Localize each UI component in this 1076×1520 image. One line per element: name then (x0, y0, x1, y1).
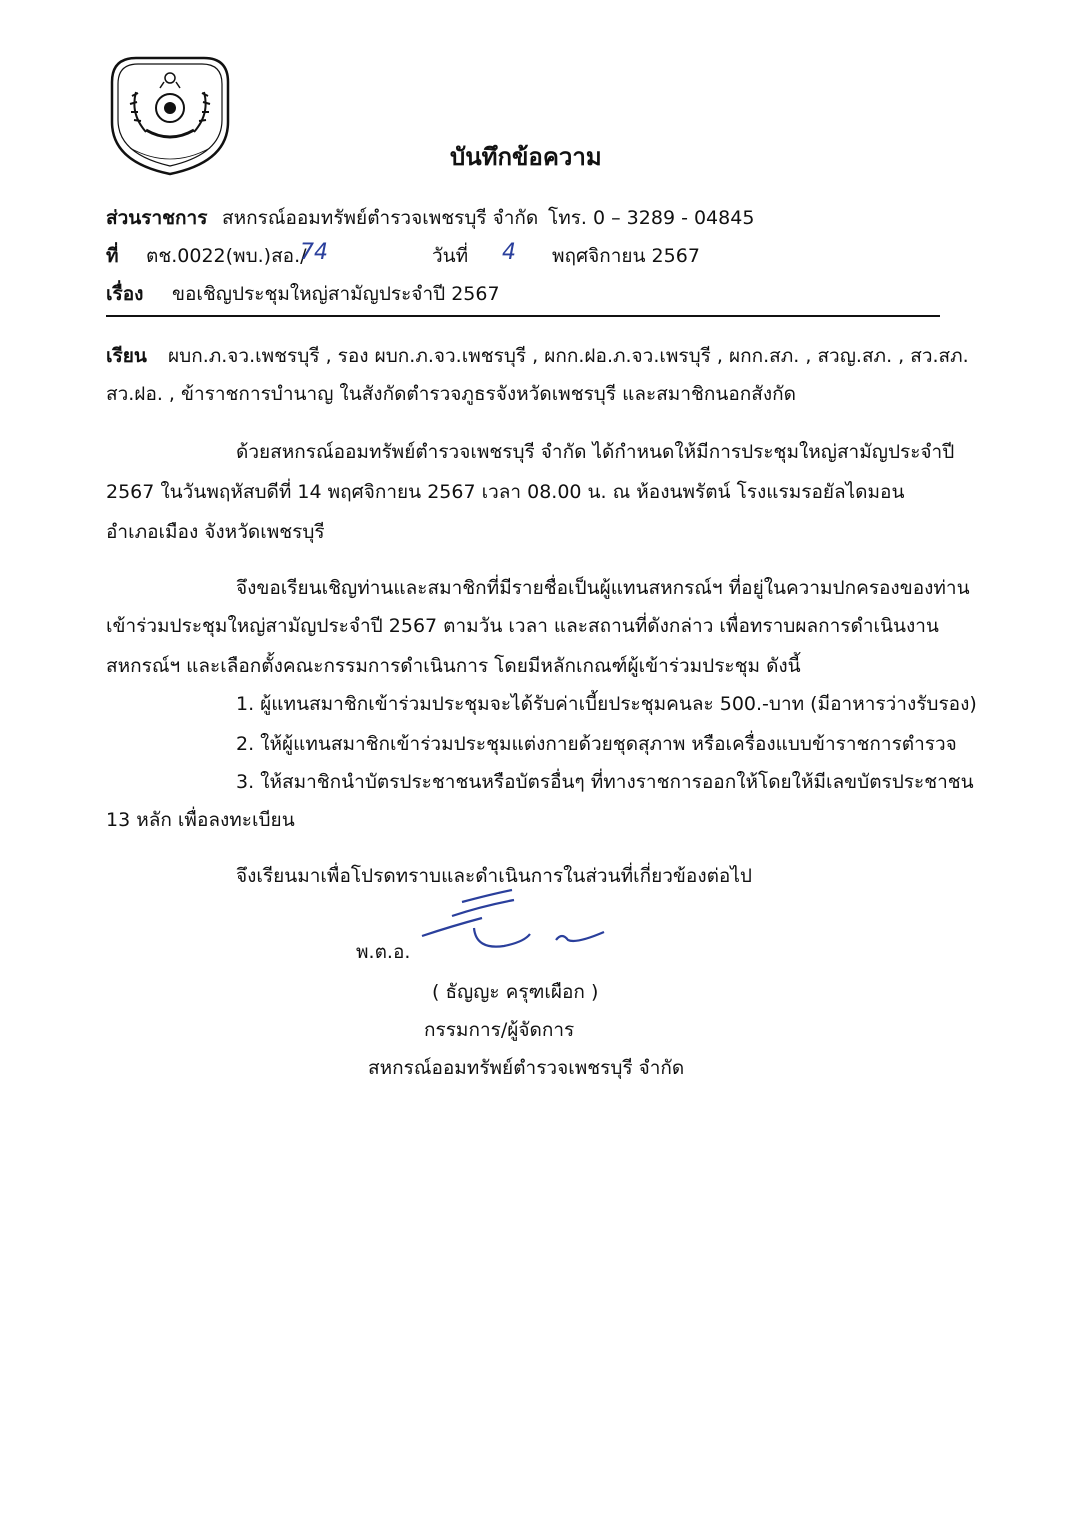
para2-line-1: จึงขอเรียนเชิญท่านและสมาชิกที่มีรายชื่อเป็นผู้แทนสหกรณ์ฯ ที่อยู่ในความปกครองของท่าน (236, 577, 970, 599)
phone-number: โทร. 0 – 3289 - 04845 (548, 207, 755, 229)
signer-position: กรรมการ/ผู้จัดการ (424, 1019, 575, 1041)
date-month-year: พฤศจิกายน 2567 (552, 245, 700, 267)
para1-line-1: ด้วยสหกรณ์ออมทรัพย์ตำรวจเพชรบุรี จำกัด ได้กำหนดให้มีการประชุมใหญ่สามัญประจำปี (236, 441, 955, 463)
para2-line-3: สหกรณ์ฯ และเลือกตั้งคณะกรรมการดำเนินการ โดยมีหลักเกณฑ์ผู้เข้าร่วมประชุม ดังนี้ (106, 655, 801, 677)
header-divider (106, 315, 940, 317)
reference-label: ที่ (106, 245, 119, 267)
salutation-line-2: สว.ฝอ. , ข้าราชการบำนาญ ในสังกัดตำรวจภูธรจังหวัดเพชรบุรี และสมาชิกนอกสังกัด (106, 383, 797, 405)
date-label: วันที่ (432, 245, 469, 267)
para1-line-3: อำเภอเมือง จังหวัดเพชรบุรี (106, 521, 325, 543)
list-item-3-line-1: 3. ให้สมาชิกนำบัตรประชาชนหรือบัตรอื่นๆ ที่ทางราชการออกให้โดยให้มีเลขบัตรประชาชน (236, 771, 974, 793)
signer-name: ( ธัญญะ ครุฑเผือก ) (432, 981, 599, 1003)
para2-line-2: เข้าร่วมประชุมใหญ่สามัญประจำปี 2567 ตามวัน เวลา และสถานที่ดังกล่าว เพื่อทราบผลการดำเนินงาน (106, 615, 939, 637)
list-item-3-line-2: 13 หลัก เพื่อลงทะเบียน (106, 809, 295, 831)
department-label: ส่วนราชการ (106, 207, 208, 229)
department-value: สหกรณ์ออมทรัพย์ตำรวจเพชรบุรี จำกัด (222, 207, 539, 229)
subject-value: ขอเชิญประชุมใหญ่สามัญประจำปี 2567 (172, 283, 500, 305)
salutation-line-1: ผบก.ภ.จว.เพชรบุรี , รอง ผบก.ภ.จว.เพชรบุรี , ผกก.ฝอ.ภ.จว.เพรบุรี , ผกก.สภ. , สวญ.สภ. , สว.สภ. (168, 345, 969, 367)
date-day-handwritten: 4 (502, 240, 516, 265)
cooperative-logo (106, 52, 234, 176)
list-item-1: 1. ผู้แทนสมาชิกเข้าร่วมประชุมจะได้รับค่าเบี้ยประชุมคนละ 500.-บาท (มีอาหารว่างรับรอง) (236, 693, 977, 715)
reference-number-handwritten: 74 (300, 240, 328, 265)
memo-title: บันทึกข้อความ (450, 143, 602, 171)
handwritten-signature (412, 880, 622, 958)
list-item-2: 2. ให้ผู้แทนสมาชิกเข้าร่วมประชุมแต่งกายด้วยชุดสุภาพ หรือเครื่องแบบข้าราชการตำรวจ (236, 733, 957, 755)
signer-organization: สหกรณ์ออมทรัพย์ตำรวจเพชรบุรี จำกัด (368, 1057, 685, 1079)
signer-rank: พ.ต.อ. (356, 941, 411, 963)
para1-line-2: 2567 ในวันพฤหัสบดีที่ 14 พฤศจิกายน 2567 เวลา 08.00 น. ณ ห้องนพรัตน์ โรงแรมรอยัลไดมอน (106, 481, 905, 503)
closing-line: จึงเรียนมาเพื่อโปรดทราบและดำเนินการในส่วนที่เกี่ยวข้องต่อไป (236, 865, 752, 887)
salutation-label: เรียน (106, 345, 147, 367)
reference-value: ตช.0022(พบ.)สอ./ (146, 245, 307, 267)
subject-label: เรื่อง (106, 283, 144, 305)
